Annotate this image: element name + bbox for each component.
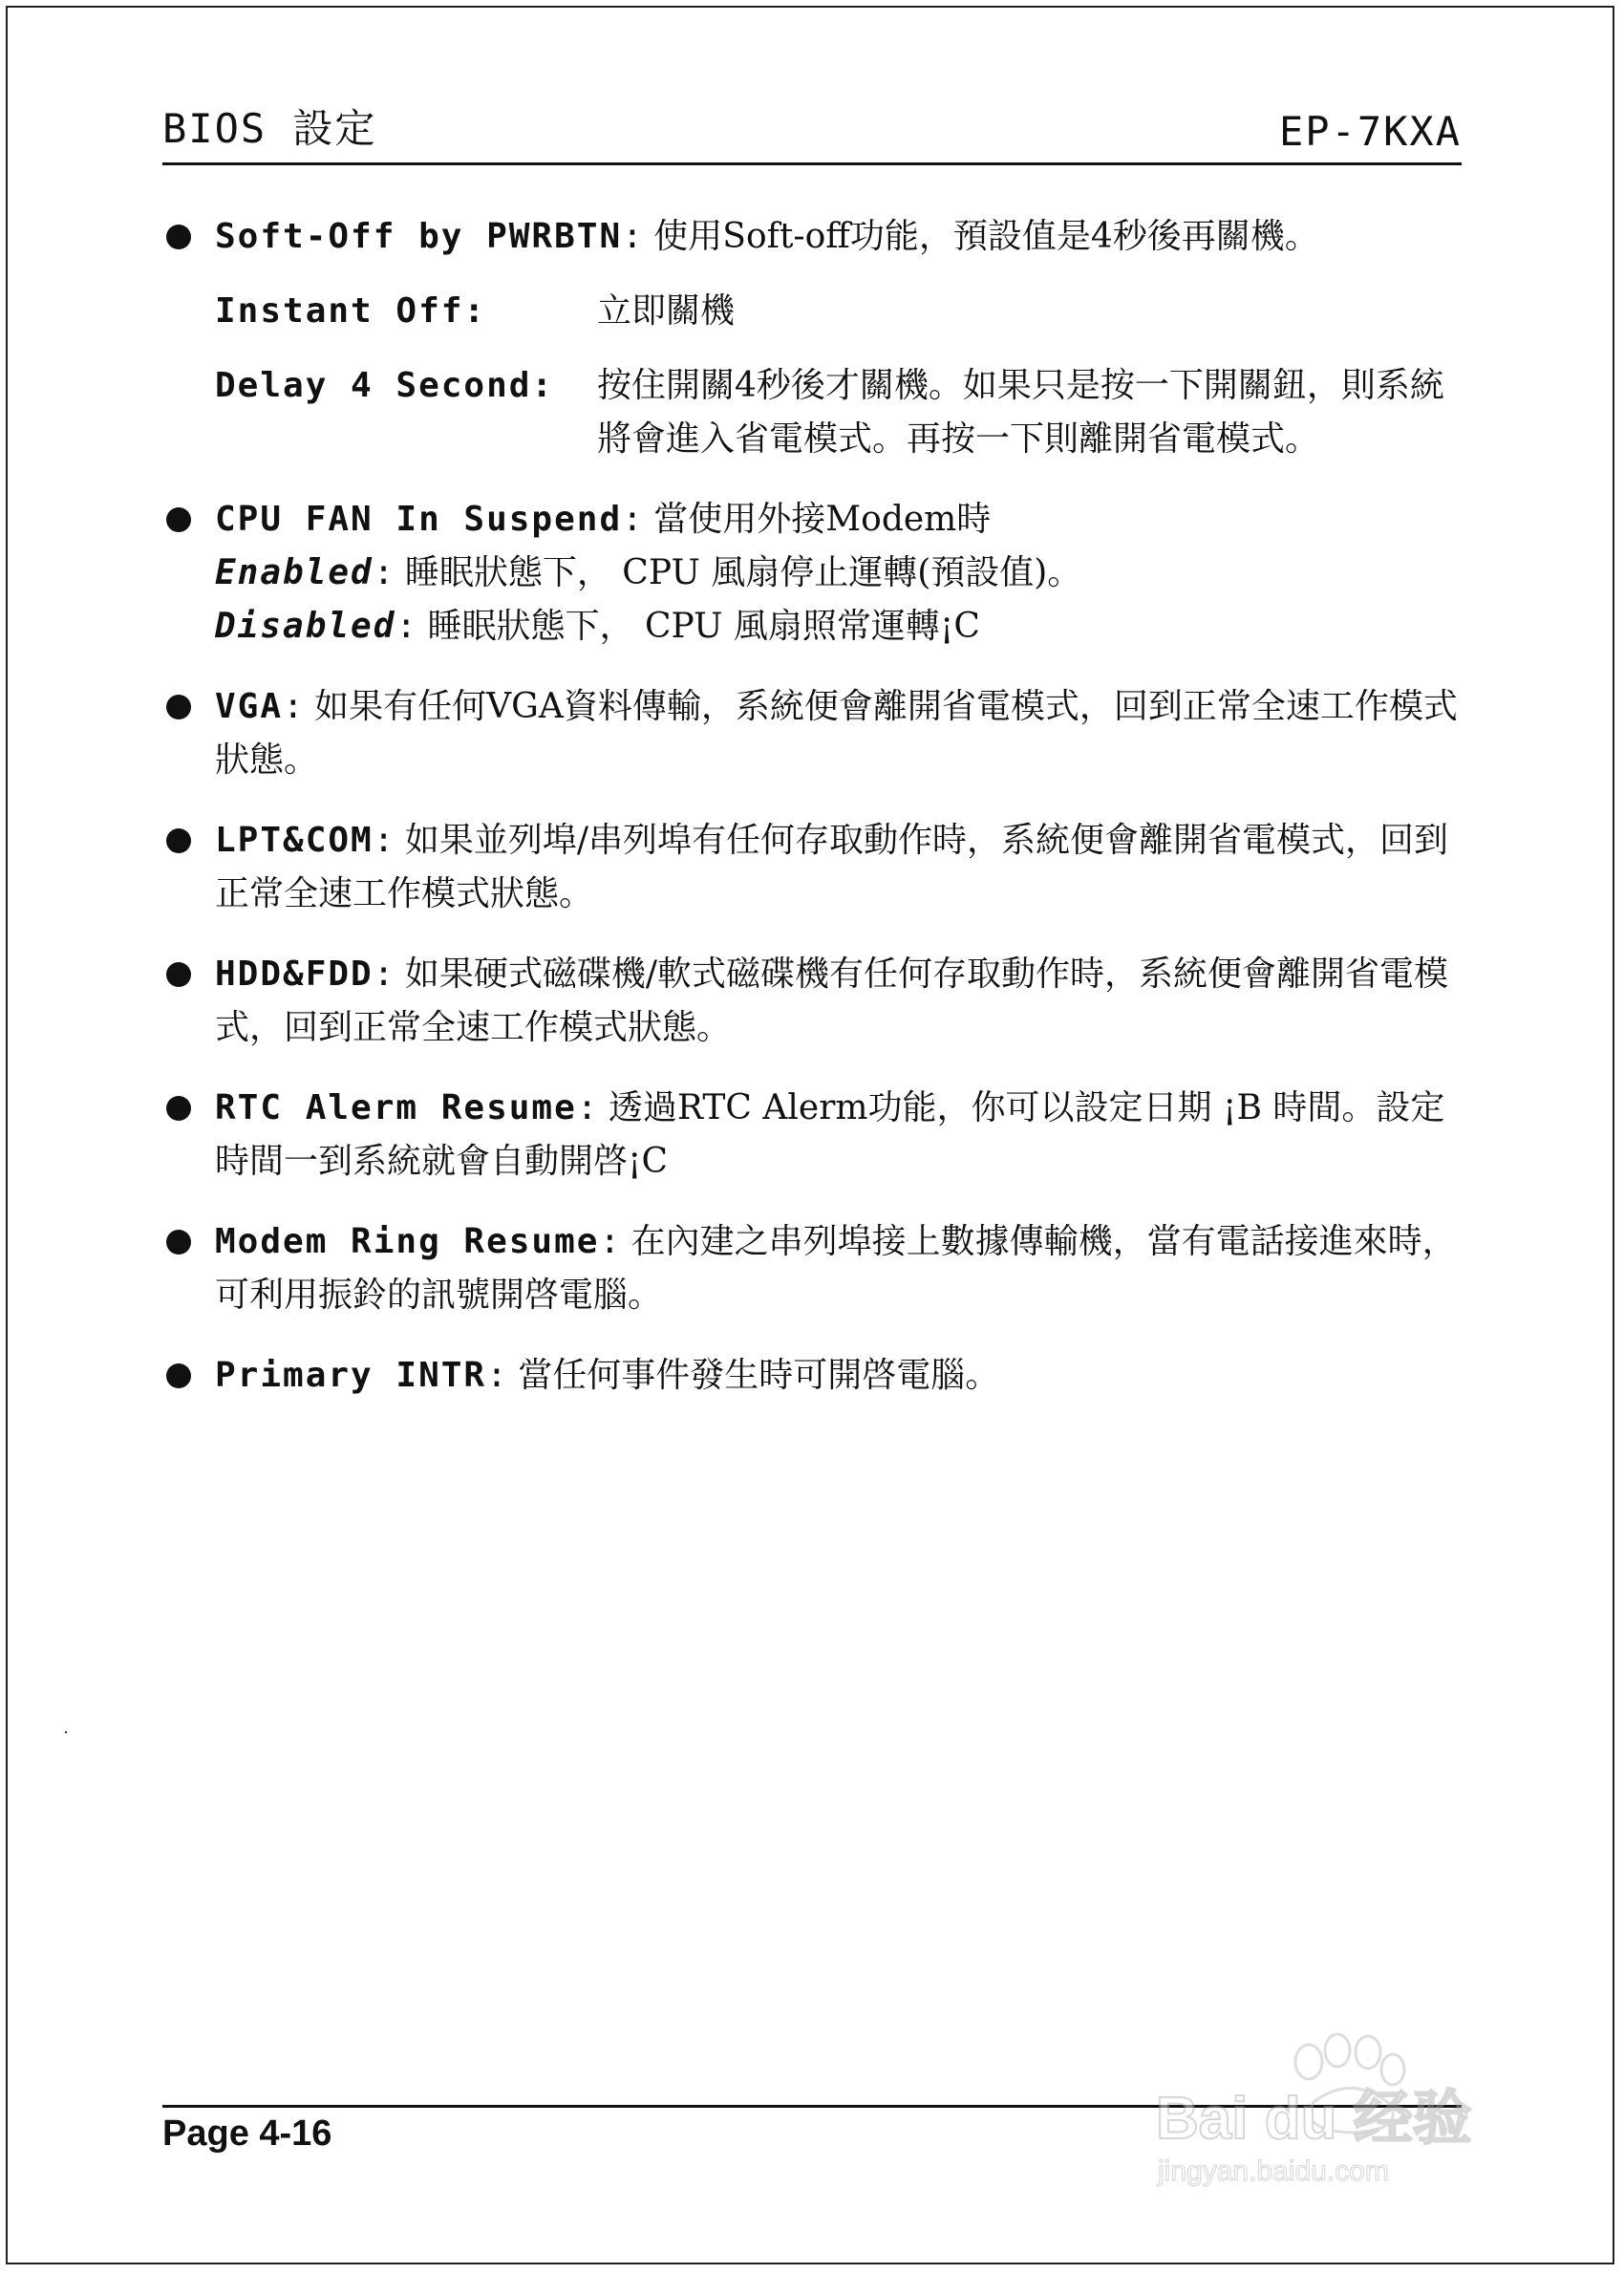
list-item: HDD&FDD: 如果硬式磁碟機/軟式磁碟機有任何存取動作時，系統便會離開省電模式，回到正常全速工作模式狀態。 (162, 948, 1471, 1055)
bullet-icon (166, 828, 191, 853)
bullet-icon (166, 962, 191, 987)
option-desc: 睡眠狀態下， CPU 風扇停止運轉(預設值)。 (404, 553, 1082, 592)
list-item: RTC Alerm Resume: 透過RTC Alerm功能，你可以設定日期 ¡B 時間。設定時間一到系統就會自動開啓¡C (162, 1082, 1471, 1189)
model-name: EP-7KXA (1278, 108, 1462, 155)
option-label: Disabled (215, 607, 396, 646)
item-text: 當使用外接Modem時 (653, 500, 992, 539)
item-text: 如果並列埠/串列埠有任何存取動作時，系統便會離開省電模式，回到正常全速工作模式狀態。 (215, 821, 1448, 913)
option-line: Enabled: 睡眠狀態下， CPU 風扇停止運轉(預設值)。 (215, 553, 1082, 592)
list-item: Soft-Off by PWRBTN: 使用Soft-off功能，預設值是4秒後再關機。 Instant Off: 立即關機 Delay 4 Second: 按住開關4秒後才關機。如果只是按一下開關鈕，則系統將會進入省電模式。再按一下則離開省電模式。 (162, 210, 1471, 466)
watermark-brand: Bai du 经验 (1156, 2086, 1472, 2152)
watermark-url: jingyan.baidu.com (1158, 2156, 1389, 2187)
sub-desc: 立即關機 (597, 291, 736, 331)
item-key: RTC Alerm Resume (215, 1088, 577, 1127)
item-text: 在內建之串列埠接上數據傳輸機，當有電話接進來時，可利用振鈴的訊號開啓電腦。 (215, 1222, 1457, 1315)
item-key: Modem Ring Resume (215, 1222, 600, 1261)
bullet-icon (166, 1363, 191, 1388)
page-header (162, 103, 1462, 165)
list-item: Modem Ring Resume: 在內建之串列埠接上數據傳輸機，當有電話接進來時，可利用振鈴的訊號開啓電腦。 (162, 1215, 1471, 1322)
item-text: 如果硬式磁碟機/軟式磁碟機有任何存取動作時，系統便會離開省電模式，回到正常全速工作模式狀態。 (215, 955, 1448, 1047)
sub-label: Instant Off: (215, 291, 487, 331)
stray-mark (65, 1731, 67, 1733)
item-key: VGA (215, 687, 284, 726)
option-desc: 睡眠狀態下， CPU 風扇照常運轉¡C (427, 607, 980, 646)
item-key: Primary INTR (215, 1356, 487, 1395)
bullet-icon (166, 225, 191, 249)
sub-label: Delay 4 Second: (215, 366, 555, 405)
baidu-watermark (1146, 2026, 1548, 2188)
section-title: BIOS 設定 (162, 105, 377, 152)
list-item: LPT&COM: 如果並列埠/串列埠有任何存取動作時，系統便會離開省電模式，回到正常全速工作模式狀態。 (162, 814, 1471, 921)
item-key: CPU FAN In Suspend (215, 500, 623, 539)
item-text: 當任何事件發生時可開啓電腦。 (518, 1356, 1000, 1395)
bullet-icon (166, 1230, 191, 1255)
sub-desc: 按住開關4秒後才關機。如果只是按一下開關鈕，則系統將會進入省電模式。再按一下則離開省電模式。 (597, 366, 1444, 459)
item-text: 如果有任何VGA資料傳輸，系統便會離開省電模式，回到正常全速工作模式狀態。 (215, 687, 1458, 780)
bullet-icon (166, 1096, 191, 1121)
bullet-icon (166, 695, 191, 719)
document-body (162, 210, 1471, 1420)
item-key: Soft-Off by PWRBTN (215, 217, 623, 256)
item-text: 透過RTC Alerm功能，你可以設定日期 ¡B 時間。設定時間一到系統就會自動開啓¡C (215, 1088, 1445, 1181)
page-number: Page 4-16 (162, 2113, 332, 2154)
sub-option (215, 285, 1471, 338)
list-item: Primary INTR: 當任何事件發生時可開啓電腦。 (162, 1349, 1471, 1403)
list-item: CPU FAN In Suspend: 當使用外接Modem時 Enabled: 睡眠狀態下， CPU 風扇停止運轉(預設值)。 Disabled: 睡眠狀態下， CPU 風扇照常運轉¡C (162, 493, 1471, 654)
list-item: VGA: 如果有任何VGA資料傳輸，系統便會離開省電模式，回到正常全速工作模式狀態。 (162, 680, 1471, 787)
item-key: HDD&FDD (215, 955, 374, 994)
option-label: Enabled (215, 553, 374, 592)
option-line: Disabled: 睡眠狀態下， CPU 風扇照常運轉¡C (215, 607, 980, 646)
sub-option (215, 359, 1471, 466)
bullet-icon (166, 507, 191, 532)
item-key: LPT&COM (215, 821, 374, 860)
item-text: 使用Soft-off功能，預設值是4秒後再關機。 (653, 217, 1319, 256)
